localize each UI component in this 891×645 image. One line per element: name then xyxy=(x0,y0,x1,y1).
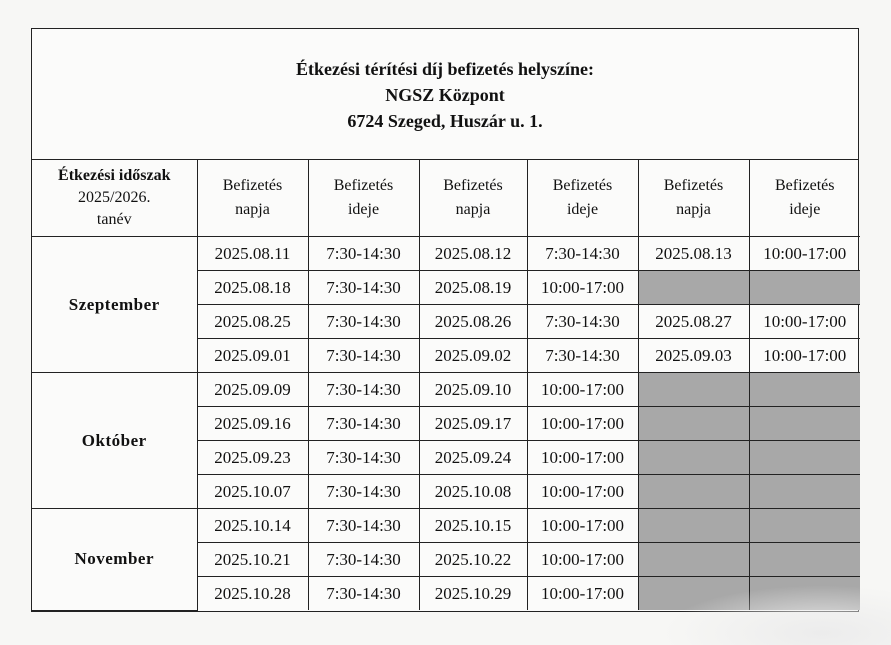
period-title: Étkezési időszak xyxy=(58,167,171,184)
empty-cell xyxy=(749,509,860,543)
payment-time-cell: 10:00-17:00 xyxy=(527,475,638,509)
payment-time-cell: 7:30-14:30 xyxy=(308,271,419,305)
table-row xyxy=(32,237,860,271)
payment-date-cell: 2025.08.19 xyxy=(419,271,527,305)
payment-date-cell: 2025.10.08 xyxy=(419,475,527,509)
payment-time-cell: 10:00-17:00 xyxy=(527,577,638,611)
period-header xyxy=(32,160,197,237)
payment-date-cell: 2025.08.12 xyxy=(419,237,527,271)
payment-date-cell: 2025.09.24 xyxy=(419,441,527,475)
scan-smudge xyxy=(661,585,891,645)
payment-time-cell: 7:30-14:30 xyxy=(308,237,419,271)
empty-cell xyxy=(638,441,749,475)
payment-date-cell: 2025.10.21 xyxy=(197,543,308,577)
payment-time-cell: 10:00-17:00 xyxy=(749,305,860,339)
payment-date-cell: 2025.10.22 xyxy=(419,543,527,577)
header-address: 6724 Szeged, Huszár u. 1. xyxy=(347,111,543,131)
payment-time-cell: 7:30-14:30 xyxy=(308,543,419,577)
header-location-name: NGSZ Központ xyxy=(385,85,505,105)
payment-time-cell: 10:00-17:00 xyxy=(527,407,638,441)
month-label: Szeptember xyxy=(32,237,197,373)
payment-date-cell: 2025.10.07 xyxy=(197,475,308,509)
payment-time-cell: 10:00-17:00 xyxy=(749,339,860,373)
payment-time-cell: 7:30-14:30 xyxy=(308,373,419,407)
period-term: tanév xyxy=(96,211,132,228)
payment-date-cell: 2025.09.02 xyxy=(419,339,527,373)
payment-date-cell: 2025.08.25 xyxy=(197,305,308,339)
payment-time-cell: 10:00-17:00 xyxy=(527,373,638,407)
column-header-payment-time-2: Befizetés ideje xyxy=(527,160,638,237)
schedule-document xyxy=(31,28,859,612)
header-title: Étkezési térítési díj befizetés helyszíne: xyxy=(296,59,594,79)
empty-cell xyxy=(749,543,860,577)
payment-date-cell: 2025.09.17 xyxy=(419,407,527,441)
payment-date-cell: 2025.09.09 xyxy=(197,373,308,407)
payment-date-cell: 2025.08.13 xyxy=(638,237,749,271)
payment-time-cell: 7:30-14:30 xyxy=(308,475,419,509)
empty-cell xyxy=(749,373,860,407)
payment-time-cell: 10:00-17:00 xyxy=(527,509,638,543)
payment-time-cell: 7:30-14:30 xyxy=(527,237,638,271)
payment-time-cell: 7:30-14:30 xyxy=(308,577,419,611)
column-header-payment-day-2: Befizetés napja xyxy=(419,160,527,237)
payment-time-cell: 10:00-17:00 xyxy=(527,441,638,475)
payment-date-cell: 2025.08.18 xyxy=(197,271,308,305)
payment-date-cell: 2025.09.01 xyxy=(197,339,308,373)
table-row xyxy=(32,509,860,543)
payment-date-cell: 2025.09.03 xyxy=(638,339,749,373)
payment-date-cell: 2025.08.11 xyxy=(197,237,308,271)
empty-cell xyxy=(749,407,860,441)
table-row xyxy=(32,373,860,407)
month-label: Október xyxy=(32,373,197,509)
empty-cell xyxy=(638,509,749,543)
document-header xyxy=(32,29,858,160)
empty-cell xyxy=(638,407,749,441)
table-header-row xyxy=(32,160,860,237)
payment-time-cell: 7:30-14:30 xyxy=(308,305,419,339)
payment-date-cell: 2025.09.23 xyxy=(197,441,308,475)
column-header-payment-day-1: Befizetés napja xyxy=(197,160,308,237)
period-year: 2025/2026. xyxy=(78,189,151,206)
empty-cell xyxy=(638,373,749,407)
payment-date-cell: 2025.10.15 xyxy=(419,509,527,543)
empty-cell xyxy=(749,441,860,475)
column-header-payment-time-1: Befizetés ideje xyxy=(308,160,419,237)
payment-time-cell: 7:30-14:30 xyxy=(308,509,419,543)
empty-cell xyxy=(749,475,860,509)
payment-date-cell: 2025.09.16 xyxy=(197,407,308,441)
payment-date-cell: 2025.08.26 xyxy=(419,305,527,339)
month-label: November xyxy=(32,509,197,611)
payment-date-cell: 2025.10.29 xyxy=(419,577,527,611)
payment-time-cell: 7:30-14:30 xyxy=(527,305,638,339)
payment-date-cell: 2025.09.10 xyxy=(419,373,527,407)
payment-time-cell: 7:30-14:30 xyxy=(308,441,419,475)
empty-cell xyxy=(638,271,749,305)
column-header-payment-time-3: Befizetés ideje xyxy=(749,160,860,237)
column-header-payment-day-3: Befizetés napja xyxy=(638,160,749,237)
payment-schedule-table xyxy=(32,160,860,611)
payment-time-cell: 10:00-17:00 xyxy=(749,237,860,271)
payment-time-cell: 10:00-17:00 xyxy=(527,543,638,577)
payment-date-cell: 2025.10.28 xyxy=(197,577,308,611)
payment-date-cell: 2025.10.14 xyxy=(197,509,308,543)
payment-time-cell: 7:30-14:30 xyxy=(527,339,638,373)
payment-time-cell: 7:30-14:30 xyxy=(308,407,419,441)
empty-cell xyxy=(749,271,860,305)
empty-cell xyxy=(638,475,749,509)
empty-cell xyxy=(638,543,749,577)
payment-time-cell: 7:30-14:30 xyxy=(308,339,419,373)
payment-date-cell: 2025.08.27 xyxy=(638,305,749,339)
payment-time-cell: 10:00-17:00 xyxy=(527,271,638,305)
